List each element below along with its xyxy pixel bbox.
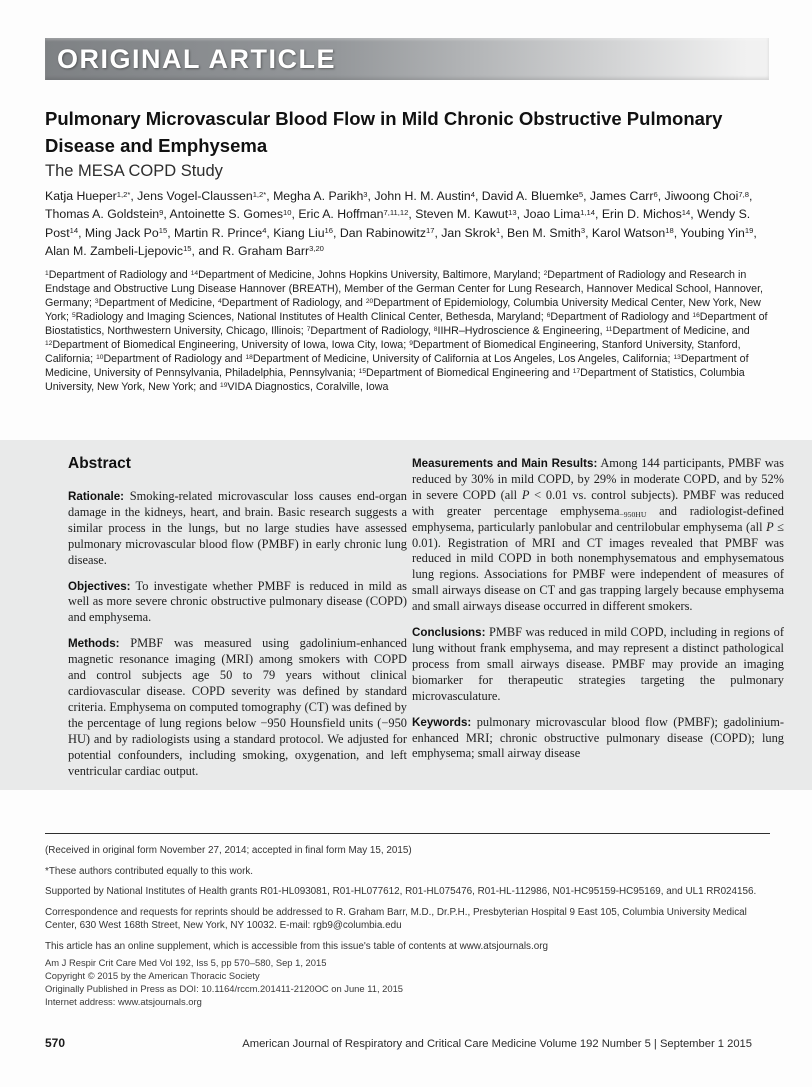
superscript: 17 <box>425 226 435 236</box>
title-block <box>45 105 750 184</box>
italic-text: P <box>521 487 530 502</box>
superscript: 5 <box>71 312 76 320</box>
journal-info-line: Originally Published in Press as DOI: 10.1164/rccm.201411-2120OC on June 11, 2015 <box>45 983 404 994</box>
footnotes-section <box>45 844 775 961</box>
superscript: 1,14 <box>580 207 596 217</box>
footnote: This article has an online supplement, which is accessible from this issue's table of contents at www.atsjournals.org <box>45 941 549 953</box>
superscript: 15 <box>358 368 367 376</box>
superscript: 10 <box>283 207 292 217</box>
page-footer <box>45 1036 770 1050</box>
superscript: 2 <box>543 270 548 278</box>
superscript: 16 <box>324 226 334 236</box>
superscript: 13 <box>508 207 517 217</box>
superscript: 6 <box>653 189 658 199</box>
superscript: 13 <box>673 354 681 362</box>
abstract-section-label: Keywords: <box>412 715 472 729</box>
abstract-paragraph: Conclusions: PMBF was reduced in mild COPD, including in regions of lung without frank emphysema, and may represent a distinct pathological process from small airways disease. PMBF may provide an imaging biomarker for therapeutic strategies targeting the pulmonary microvasculature. <box>412 625 784 703</box>
journal-info-line: Copyright © 2015 by the American Thoracic Society <box>45 970 260 981</box>
superscript: 15 <box>183 244 192 254</box>
superscript: 4 <box>470 189 475 199</box>
superscript: 7 <box>306 326 311 334</box>
subscript: −950HU <box>619 509 647 519</box>
superscript: 14 <box>190 270 199 278</box>
abstract-section-label: Objectives: <box>68 579 131 593</box>
footnote-divider <box>45 833 770 834</box>
superscript: 1 <box>45 270 49 278</box>
superscript: 7,11,12 <box>383 207 409 217</box>
page-number: 570 <box>45 1036 66 1050</box>
superscript: 3 <box>94 298 99 306</box>
superscript: 3,20 <box>309 244 324 254</box>
superscript: 11 <box>605 326 613 334</box>
superscript: 14 <box>69 226 79 236</box>
superscript: 4 <box>262 226 267 236</box>
superscript: 20 <box>365 298 374 306</box>
abstract-paragraph: Methods: PMBF was measured using gadolinium-enhanced magnetic resonance imaging (MRI) among smokers with COPD and control subjects age 50 to 79 years without clinical cardiovascular disease. COPD severity was defined by standard criteria. Emphysema on computed tomography (CT) was defined by the percentage of lung regions below −950 Hounsfield units (−950 HU) and by radiologists using a standard protocol. We adjusted for potential confounders, including smoking, oxygenation, and left ventricular cardiac output. <box>68 636 407 778</box>
superscript: 9 <box>409 340 413 348</box>
abstract-left-column <box>68 489 407 789</box>
journal-info-line: Am J Respir Crit Care Med Vol 192, Iss 5, pp 570–580, Sep 1, 2015 <box>45 957 327 968</box>
superscript: 15 <box>158 226 168 236</box>
abstract-box <box>0 440 812 790</box>
footnote: (Received in original form November 27, 2014; accepted in final form May 15, 2015) <box>45 845 412 856</box>
footer-journal-line: American Journal of Respiratory and Critical Care Medicine Volume 192 Number 5 | September 1 2015 <box>242 1038 752 1050</box>
superscript: 3 <box>580 226 586 236</box>
superscript: 6 <box>546 312 551 320</box>
superscript: 8 <box>433 326 438 334</box>
superscript: 10 <box>96 354 104 362</box>
abstract-paragraph: Keywords: pulmonary microvascular blood flow (PMBF); gadolinium-enhanced MRI; chronic obstructive pulmonary disease (COPD); lung emphysema; small airway disease <box>412 714 784 761</box>
superscript: 9 <box>159 207 164 217</box>
article-subtitle: The MESA COPD Study <box>45 162 223 180</box>
superscript: 5 <box>578 189 584 199</box>
affiliations: $^1$Department of Radiology and $^{14}$Department of Medicine, Johns Hopkins University, Baltimore, Maryland; $^2$Department of Radiology and Research in Endstage and Obstructive Lung Disease Hannover (BREATH), Member of the German Center for Lung Research, Hannover Medical School, Hannover, Germany; $^3$Department of Medicine, $^4$Department of Radiology, and $^{20}$Department of Epidemiology, Columbia University Medical Center, New York, New York; $^5$Radiology and Imaging Sciences, National Institutes of Health Clinical Center, Bethesda, Maryland; $^6$Department of Radiology and $^{16}$Department of Biostatistics, Northwestern University, Chicago, Illinois; $^7$Department of Radiology, $^8$IIHR–Hydroscience & Engineering, $^{11}$Department of Medicine, and $^{12}$Department of Biomedical Engineering, University of Iowa, Iowa City, Iowa; $^9$Department of Biomedical Engineering, Stanford University, Stanford, California; $^{10}$Department of Radiology and $^{18}$Department of Medicine, University of California at Los Angeles, Los Angeles, California; $^{13}$Department of Medicine, University of Pennsylvania, Philadelphia, Pennsylvania; $^{15}$Department of Biomedical Engineering and $^{17}$Department of Statistics, Columbia University, New York, New York; and $^{19}$VIDA Diagnostics, Coralville, Iowa <box>45 269 768 393</box>
authors-line: Katja Hueper$^{1,2*}$, Jens Vogel-Claussen$^{1,2*}$, Megha A. Parikh$^3$, John H. M. Austin$^4$, David A. Bluemke$^5$, James Carr$^6$, Jiwoong Choi$^{7,8}$, Thomas A. Goldstein$^9$, Antoinette S. Gomes$^{10}$, Eric A. Hoffman$^{7,11,12}$, Steven M. Kawut$^{13}$, Joao Lima$^{1,14}$, Erin D. Michos$^{14}$, Wendy S. Post$^{14}$, Ming Jack Po$^{15}$, Martin R. Prince$^4$, Kiang Liu$^{16}$, Dan Rabinowitz$^{17}$, Jan Skrok$^1$, Ben M. Smith$^3$, Karol Watson$^{18}$, Youbing Yin$^{19}$, Alan M. Zambeli-Ljepovic$^{15}$, and R. Graham Barr$^{3,20}$ <box>45 189 757 258</box>
abstract-paragraph: Objectives: To investigate whether PMBF is reduced in mild as well as more severe chronic obstructive pulmonary disease (COPD) and emphysema. <box>68 578 407 625</box>
journal-info-line: Internet address: www.atsjournals.org <box>45 996 202 1007</box>
abstract-heading: Abstract <box>68 455 131 472</box>
footnote: Supported by National Institutes of Health grants R01-HL093081, R01-HL077612, R01-HL075476, R01-HL-112986, N01-HC95159-HC95169, and UL1 RR024156. <box>45 886 757 898</box>
article-title: Pulmonary Microvascular Blood Flow in Mild Chronic Obstructive Pulmonary Disease and Emphysema <box>45 108 723 156</box>
abstract-section-label: Conclusions: <box>412 626 486 640</box>
superscript: 7,8 <box>738 189 749 199</box>
footnote: *These authors contributed equally to this work. <box>45 865 254 877</box>
footnote: Correspondence and requests for reprints should be addressed to R. Graham Barr, M.D., Dr.P.H., Presbyterian Hospital 9 East 105, Columbia University Medical Center, 630 West 168th Street, New York, NY 10032. E-mail: rgb9@columbia.edu <box>45 907 747 932</box>
article-type-label: ORIGINAL ARTICLE <box>57 44 336 74</box>
superscript: 14 <box>681 207 691 217</box>
superscript: 16 <box>692 312 700 320</box>
superscript: 4 <box>217 298 222 306</box>
superscript: 1 <box>495 226 501 236</box>
superscript: 17 <box>572 368 581 376</box>
superscript: 3 <box>363 189 368 199</box>
superscript: 19 <box>220 382 228 390</box>
superscript: 18 <box>245 354 253 362</box>
superscript: 12 <box>45 340 53 348</box>
italic-text: P <box>766 519 774 534</box>
superscript: 1,2* <box>252 189 267 199</box>
abstract-right-column <box>412 456 784 772</box>
superscript: 1,2* <box>116 189 131 199</box>
superscript: 18 <box>665 226 674 236</box>
journal-info-block <box>45 956 775 1008</box>
abstract-section-label: Methods: <box>68 637 120 651</box>
abstract-section-label: Rationale: <box>68 490 125 503</box>
abstract-paragraph: Rationale: Smoking-related microvascular loss causes end-organ damage in the kidneys, heart, and brain. Basic research suggests a similar process in the lungs, but no large studies have assessed pulmonary microvascular blood flow (PMBF) in early chronic lung disease. <box>68 489 407 567</box>
abstract-paragraph: Measurements and Main Results: Among 144 participants, PMBF was reduced by 30% in mild COPD, by 29% in moderate COPD, and by 52% in severe COPD (all P < 0.01 vs. control subjects). PMBF was reduced with greater percentage emphysema$_{-950HU}$ and radiologist-defined emphysema, particularly panlobular and centrilobular emphysema (all P ≤ 0.01). Registration of MRI and CT images revealed that PMBF was reduced in mild COPD in both nonemphysematous and emphysematous lung regions. Associations for PMBF were independent of measures of small airways disease on CT and gas trapping largely because emphysema and small airways disease occurred in different smokers. <box>412 456 785 614</box>
abstract-section-label: Measurements and Main Results: <box>412 457 598 470</box>
superscript: 19 <box>744 226 754 236</box>
article-type-banner <box>45 38 769 80</box>
